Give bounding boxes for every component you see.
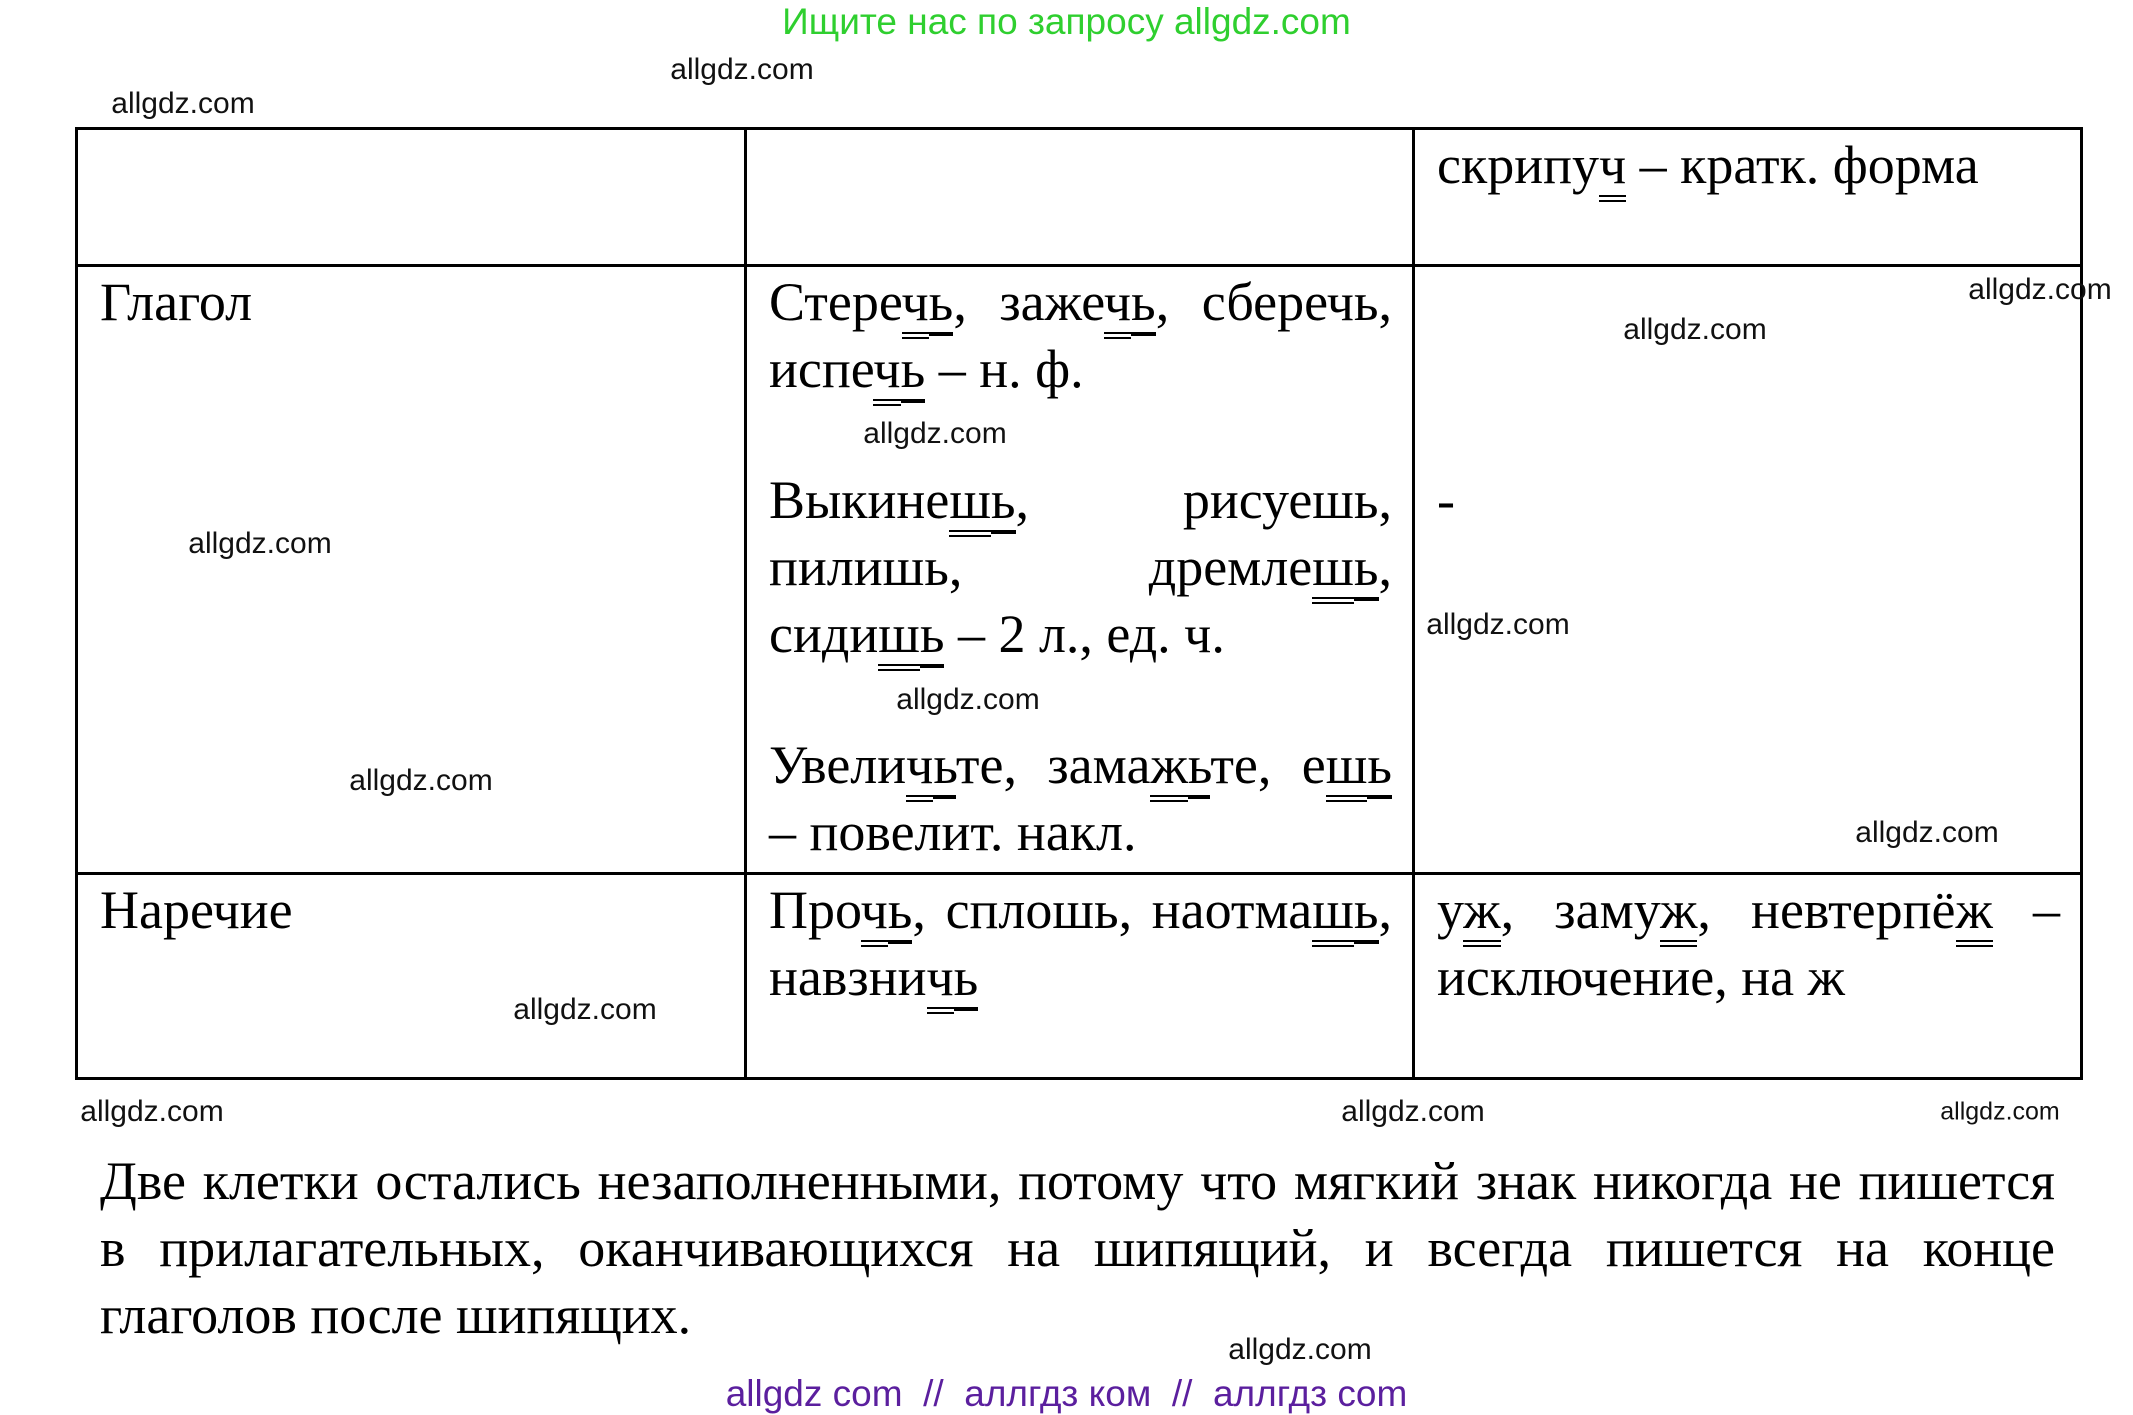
exceptions-cell [1414, 874, 2082, 1079]
underlined-letter: ш [1312, 537, 1354, 604]
text-run: скрипу [1437, 135, 1599, 195]
text-run: , заже [953, 272, 1104, 332]
underlined-letter: ь [1131, 272, 1156, 336]
row-label [77, 129, 746, 266]
watermark: allgdz.com [1623, 313, 1767, 346]
underlined-letter: ь [901, 339, 926, 403]
text-run: , рисуешь, пилишь, дремле [769, 470, 1392, 597]
text-run: , заму [1500, 880, 1661, 940]
text-run: – 2 л., ед. ч. [944, 604, 1225, 664]
examples-cell [746, 266, 1414, 874]
watermark: allgdz.com [1968, 273, 2112, 306]
watermark: allgdz.com [80, 1095, 224, 1128]
word-group [1437, 132, 2060, 199]
word-group [769, 269, 1392, 403]
exceptions-cell [1414, 266, 2082, 874]
watermark: allgdz.com [670, 53, 814, 86]
spelling-table [75, 127, 2083, 1080]
examples-cell [746, 874, 1414, 1079]
underlined-letter: ч [1104, 272, 1131, 339]
watermark: allgdz.com [1940, 1097, 2060, 1126]
text-run: – повелит. накл. [769, 802, 1137, 862]
underlined-letter: ь [991, 470, 1016, 534]
text-run: Стере [769, 272, 902, 332]
text-run: те, е [1210, 735, 1326, 795]
underlined-letter: ь [1354, 880, 1379, 944]
word-group [769, 467, 1392, 668]
watermark: allgdz.com [188, 527, 332, 560]
watermark: allgdz.com [1228, 1333, 1372, 1366]
watermark: allgdz.com [349, 764, 493, 797]
underlined-letter: ш [1312, 880, 1354, 947]
text-run: , сберечь, испе [769, 272, 1392, 399]
text-run: – кратк. форма [1626, 135, 1979, 195]
text-run: , невтерпё [1697, 880, 1956, 940]
text-run: у [1437, 880, 1464, 940]
watermark: allgdz.com [1855, 816, 1999, 849]
row-label: Глагол [77, 266, 746, 874]
underlined-letter: ь [920, 604, 945, 668]
text-run: – н. ф. [925, 339, 1084, 399]
underlined-letter: ч [902, 272, 929, 339]
text-run: - [1437, 470, 1455, 530]
text-run: Про [769, 880, 861, 940]
watermark: allgdz.com [111, 87, 255, 120]
word-group [769, 732, 1392, 866]
word-group [1437, 467, 2060, 534]
underlined-letter: ч [927, 947, 954, 1014]
underlined-letter: ш [949, 470, 991, 537]
table-row [77, 129, 2082, 266]
underlined-letter: ч [1599, 135, 1626, 202]
underlined-letter: ь [888, 880, 913, 944]
exceptions-cell [1414, 129, 2082, 266]
text-run: , сиди [769, 537, 1392, 664]
watermark: allgdz.com [863, 417, 1007, 450]
underlined-letter: ж [1660, 880, 1697, 947]
underlined-letter: ь [1367, 735, 1392, 799]
watermark: allgdz.com [1426, 608, 1570, 641]
row-label: Наречие [77, 874, 746, 1079]
examples-cell [746, 129, 1414, 266]
watermark: allgdz.com [1341, 1095, 1485, 1128]
watermark: allgdz.com [513, 993, 657, 1026]
underlined-letter: ь [1354, 537, 1379, 601]
table-row [77, 874, 2082, 1079]
conclusion-paragraph: Две клетки остались незаполненными, потому что мягкий знак никогда не пишется в прилагательных, оканчивающихся на шипящий, и всегда пишется на конце глаголов после шипящих. [100, 1151, 2055, 1345]
search-banner: Ищите нас по запросу allgdz.com [782, 1, 1351, 42]
text-run: – исключение, на ж [1437, 880, 2061, 1007]
underlined-letter: ш [878, 604, 920, 671]
underlined-letter: ч [906, 735, 933, 802]
underlined-letter: ж [1150, 735, 1187, 802]
watermark: allgdz.com [896, 683, 1040, 716]
underlined-letter: ж [1463, 880, 1500, 947]
text-run: те, зама [955, 735, 1151, 795]
word-group [769, 877, 1392, 1011]
underlined-letter: ш [1326, 735, 1368, 802]
text-run: , навзни [769, 880, 1392, 1007]
site-footer-banner: allgdz com // аллгдз ком // аллгдз com [725, 1373, 1408, 1414]
text-run: Выкине [769, 470, 950, 530]
underlined-letter: ж [1956, 880, 1993, 947]
text-run: Увели [769, 735, 907, 795]
underlined-letter: ь [929, 272, 954, 336]
underlined-letter: ь [1188, 735, 1211, 799]
text-run: , сплошь, наотма [912, 880, 1313, 940]
underlined-letter: ь [933, 735, 956, 799]
word-group [1437, 877, 2060, 1011]
underlined-letter: ч [873, 339, 900, 406]
underlined-letter: ь [954, 947, 979, 1011]
underlined-letter: ч [861, 880, 888, 947]
